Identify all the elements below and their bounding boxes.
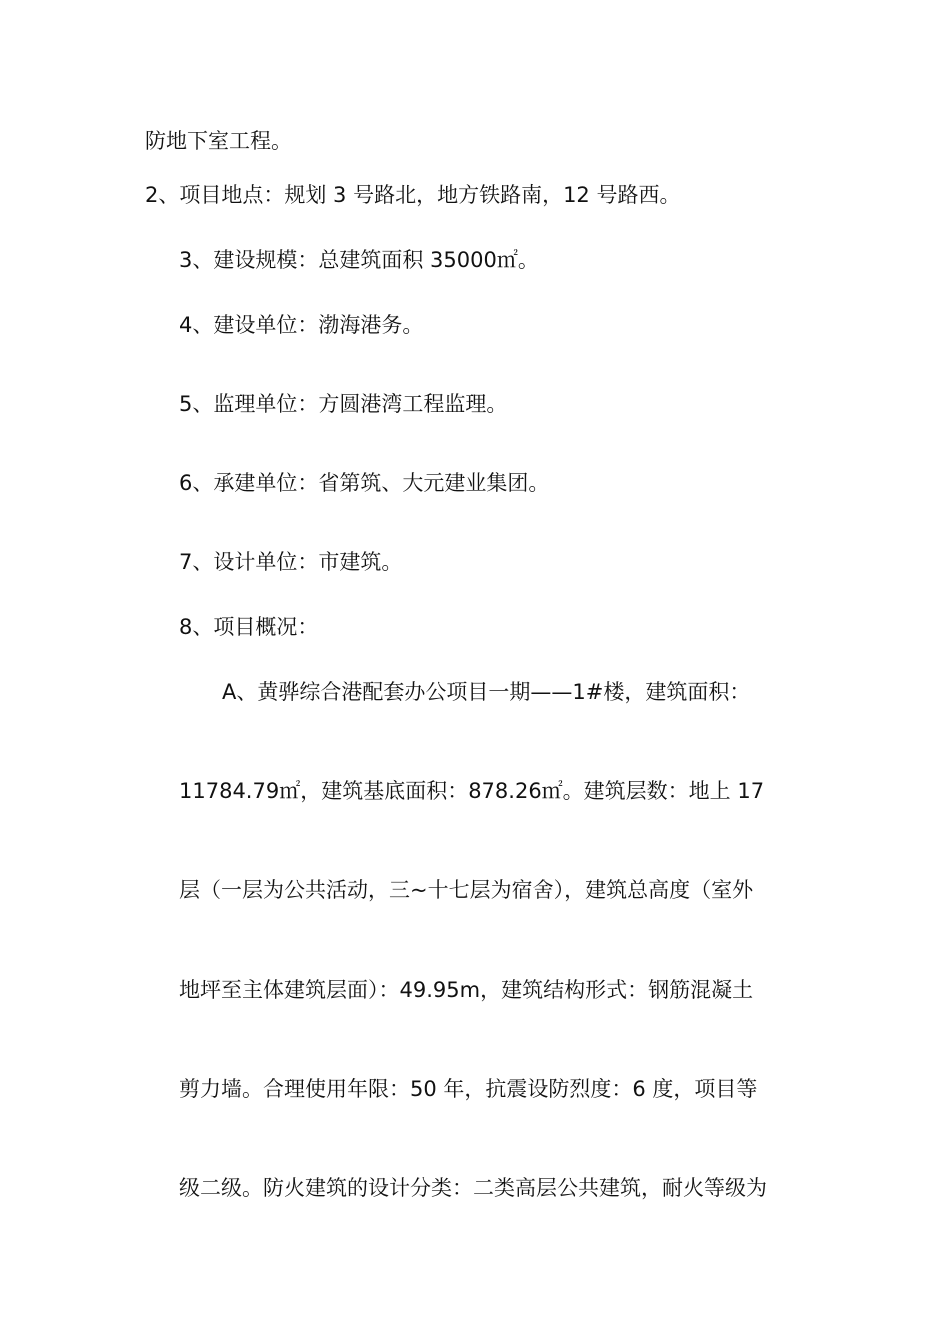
text-line-construction-scale: 3、建设规模：总建筑面积 35000㎡。	[179, 248, 539, 272]
text-line-fire-class: 级二级。防火建筑的设计分类：二类高层公共建筑，耐火等级为	[179, 1176, 767, 1200]
text-line-designer: 7、设计单位：市建筑。	[179, 550, 403, 574]
text-line-building-a-intro: A、黄骅综合港配套办公项目一期——1#楼，建筑面积：	[222, 680, 751, 704]
text-line-height-structure: 地坪至主体建筑层面）：49.95m，建筑结构形式：钢筋混凝土	[179, 978, 754, 1002]
text-line-basement: 防地下室工程。	[145, 129, 292, 153]
text-line-supervisor: 5、监理单位：方圆港湾工程监理。	[179, 392, 508, 416]
text-line-building-area: 11784.79㎡，建筑基底面积：878.26㎡。建筑层数：地上 17	[179, 779, 765, 803]
text-line-project-location: 2、项目地点：规划 3 号路北，地方铁路南，12 号路西。	[145, 183, 681, 207]
text-line-service-life: 剪力墙。合理使用年限：50 年，抗震设防烈度：6 度，项目等	[179, 1077, 758, 1101]
text-line-floors: 层（一层为公共活动，三~十七层为宿舍），建筑总高度（室外	[179, 878, 754, 902]
text-line-contractor: 6、承建单位：省第筑、大元建业集团。	[179, 471, 550, 495]
text-line-overview-heading: 8、项目概况：	[179, 615, 319, 639]
text-line-developer: 4、建设单位：渤海港务。	[179, 313, 424, 337]
